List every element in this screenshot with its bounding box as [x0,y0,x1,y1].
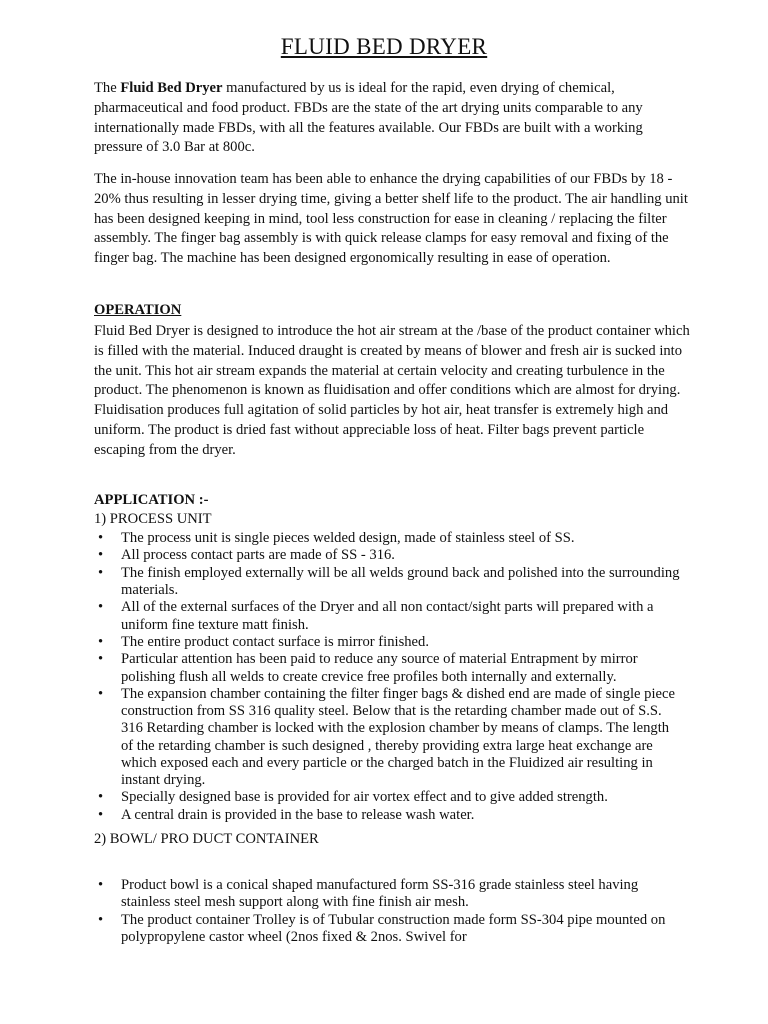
bullet-icon: • [98,564,104,581]
list-item-text: Specially designed base is provided for air vortex effect and to give added strength. [121,789,608,806]
list-item [94,807,684,824]
operation-paragraph: Fluid Bed Dryer is designed to introduce the hot air stream at the /base of the product container which is filled with the material. Induced draught is created by means of blower and fresh air is sucked into the unit. This hot air stream expands the material at certain velocity and creating turbulence in the product. The phenomenon is known as fluidisation and offer conditions which are almost for drying. Fluidisation produces full agitation of solid particles by hot air, heat transfer is extremely high and uniform. The product is dried fast without appreciable loss of heat. Filter bags prevent particle escaping from the dryer. [94,323,690,458]
list-item-text: All process contact parts are made of SS - 316. [121,547,395,564]
bullet-icon: • [98,633,104,650]
list-item-text: The expansion chamber containing the filter finger bags & dished end are made of single piece construction from SS 316 quality steel. Below that is the retarding chamber made out of S.S. 316 Retarding chamber is locked with the explosion chamber by means of clamps. The length of the retarding chamber is such designed , thereby providing extra large heat exchange are which exposed each and every particle or the charged batch in the Fluidized air resulting in instant drying. [121,685,675,788]
list-item-text: The product container Trolley is of Tubular construction made form SS-304 pipe mounted on polypropylene castor wheel (2nos fixed & 2nos. Swivel for [121,911,666,945]
list-item-text: The finish employed externally will be all welds ground back and polished into the surrounding materials. [121,564,680,598]
bullet-icon: • [98,911,104,928]
innovation-paragraph: The in-house innovation team has been able to enhance the drying capabilities of our FBDs by 18 - 20% thus resulting in lesser drying time, giving a better shelf life to the product. The air handling unit has been designed keeping in mind, tool less construction for ease in cleaning / replacing the filter assembly. The finger bag assembly is with quick release clamps for easy removal and fixing of the finger bag. The machine has been designed ergonomically resulting in ease of operation. [94,171,688,267]
bowl-container-heading: 2) BOWL/ PRO DUCT CONTAINER [94,831,319,847]
intro-paragraph [94,79,694,158]
list-item [94,599,684,633]
list-item-text: All of the external surfaces of the Dryer and all non contact/sight parts will prepared with a uniform fine texture matt finish. [121,599,654,633]
list-item-text: Particular attention has been paid to reduce any source of material Entrapment by mirror polishing flush all welds to create crevice free profiles both internally and externally. [121,651,638,685]
list-item-text: Product bowl is a conical shaped manufactured form SS-316 grade stainless steel having stainless steel mesh support along with fine finish air mesh. [121,877,639,911]
process-unit-heading: 1) PROCESS UNIT [94,511,212,527]
list-item-text: The entire product contact surface is mirror finished. [121,633,429,650]
bullet-icon: • [98,789,104,806]
list-item [94,565,684,599]
bullet-icon: • [98,685,104,702]
list-item [94,877,684,911]
list-item [94,634,684,651]
application-heading: APPLICATION :- [94,492,209,508]
bullet-icon: • [98,877,104,893]
bullet-icon: • [98,547,104,564]
process-unit-list [94,530,684,824]
list-item [94,789,684,806]
bullet-icon: • [98,806,104,823]
list-item [94,547,684,564]
list-item [94,651,684,685]
list-item [94,530,684,547]
list-item-text: A central drain is provided in the base to release wash water. [121,806,475,823]
document-title: FLUID BED DRYER [280,34,488,59]
operation-heading: OPERATION [94,302,182,318]
bullet-icon: • [98,599,104,616]
bullet-icon: • [98,651,104,668]
list-item-text: The process unit is single pieces welded design, made of stainless steel of SS. [121,530,575,546]
intro-bold-term: Fluid Bed Dryer [120,80,223,96]
intro-rest: manufactured by us is ideal for the rapid, even drying of chemical, pharmaceutical and food product. FBDs are the state of the art drying units comparable to any internationally made FBDs, with all the features available. Our FBDs are built with a working pressure of 3.0 Bar at 800c. [94,80,643,156]
list-item [94,912,684,946]
bullet-icon: • [98,530,104,546]
intro-prefix: The [94,80,121,96]
list-item [94,686,684,789]
bowl-container-list [94,877,684,946]
